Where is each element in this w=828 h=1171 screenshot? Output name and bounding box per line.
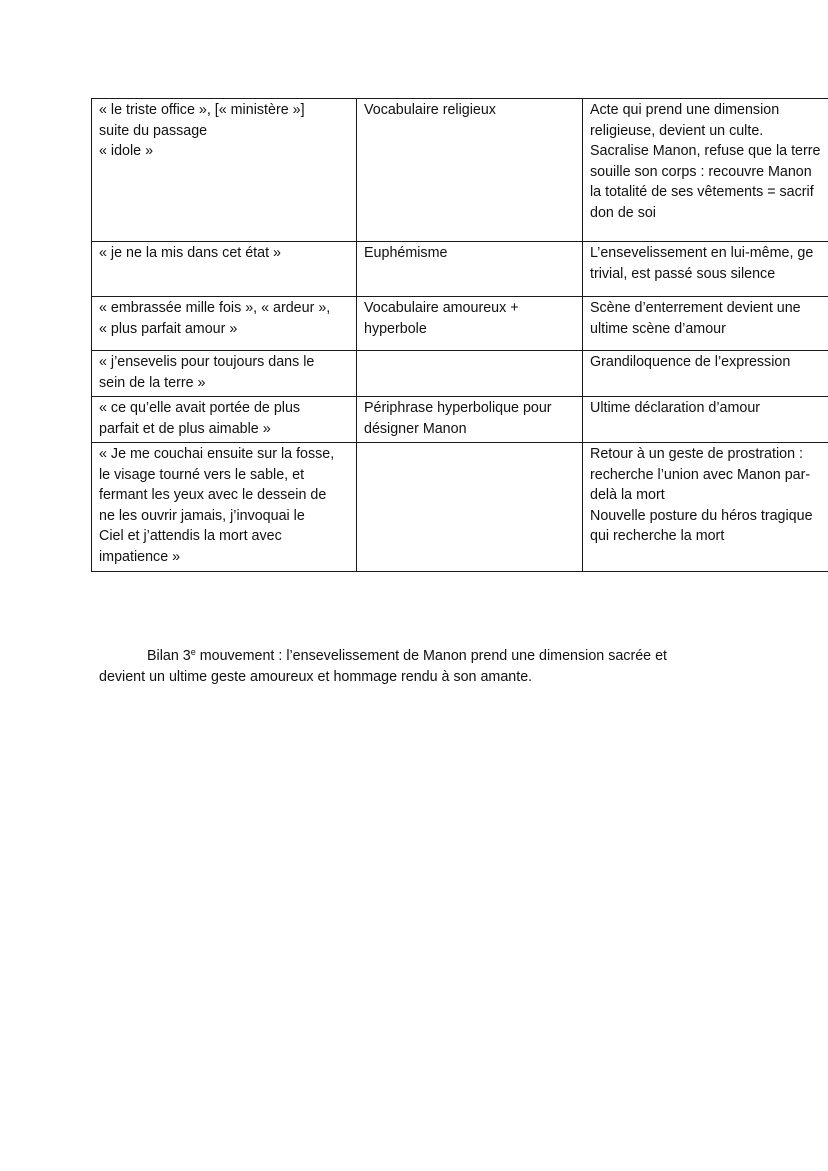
cell-line: Vocabulaire amoureux + (364, 300, 519, 316)
interpretation-cell (583, 242, 828, 297)
interpretation-cell (583, 397, 828, 443)
procede-cell (357, 397, 583, 443)
quote-cell (92, 397, 357, 443)
cell-line: Scène d’enterrement devient une (590, 300, 801, 316)
cell-line: « Je me couchai ensuite sur la fosse, (99, 446, 335, 462)
quote-cell (92, 242, 357, 297)
cell-line: la totalité de ses vêtements = sacrif (590, 184, 814, 200)
bilan-line-1 (99, 646, 739, 667)
bilan-prefix: Bilan 3 (147, 648, 191, 664)
cell-line: Périphrase hyperbolique pour (364, 400, 552, 416)
bilan-superscript: e (190, 647, 196, 657)
cell-line: delà la mort (590, 487, 665, 503)
cell-line: suite du passage (99, 122, 208, 139)
cell-line: impatience » (99, 548, 181, 565)
cell-line: Ultime déclaration d’amour (590, 400, 761, 416)
bilan-paragraph (99, 646, 739, 687)
cell-line: fermant les yeux avec le dessein de (99, 487, 327, 503)
procede-cell (357, 99, 583, 242)
cell-line: Sacralise Manon, refuse que la terre (590, 143, 821, 159)
bilan-line-1-text: mouvement : l’ensevelissement de Manon prend une dimension sacrée et (195, 648, 668, 664)
procede-cell (357, 351, 583, 397)
cell-line: « le triste office », [« ministère »] (99, 102, 305, 118)
cell-line: désigner Manon (364, 420, 467, 437)
cell-line: Vocabulaire religieux (364, 102, 496, 118)
cell-line: ultime scène d’amour (590, 320, 726, 337)
cell-line: « j’ensevelis pour toujours dans le (99, 354, 315, 370)
interpretation-cell (583, 297, 828, 351)
table-row (92, 397, 828, 443)
cell-line: « je ne la mis dans cet état » (99, 245, 281, 261)
cell-line: Grandiloquence de l’expression (590, 354, 791, 370)
cell-line: « embrassée mille fois », « ardeur », (99, 300, 331, 316)
quote-cell (92, 351, 357, 397)
cell-line: don de soi (590, 204, 656, 221)
cell-line: souille son corps : recouvre Manon (590, 163, 812, 180)
analysis-table (91, 98, 828, 572)
cell-line: parfait et de plus aimable » (99, 420, 271, 437)
cell-line: hyperbole (364, 320, 427, 337)
table-row (92, 297, 828, 351)
cell-line: le visage tourné vers le sable, et (99, 466, 305, 483)
cell-line: ne les ouvrir jamais, j’invoquai le (99, 507, 305, 524)
table-row (92, 443, 828, 572)
cell-line: trivial, est passé sous silence (590, 265, 776, 282)
interpretation-cell (583, 351, 828, 397)
interpretation-cell (583, 99, 828, 242)
cell-line: « plus parfait amour » (99, 320, 238, 337)
procede-cell (357, 242, 583, 297)
interpretation-cell (583, 443, 828, 572)
cell-line: « idole » (99, 143, 154, 159)
cell-line: Nouvelle posture du héros tragique (590, 507, 813, 524)
cell-line: Acte qui prend une dimension (590, 102, 780, 118)
table-row (92, 242, 828, 297)
procede-cell (357, 443, 583, 572)
procede-cell (357, 297, 583, 351)
bilan-line-2: devient un ultime geste amoureux et hommage rendu à son amante. (99, 668, 533, 685)
table-row (92, 351, 828, 397)
cell-line: Euphémisme (364, 245, 448, 261)
cell-line: Ciel et j’attendis la mort avec (99, 528, 282, 544)
cell-line: L’ensevelissement en lui-même, ge (590, 245, 814, 261)
cell-line: religieuse, devient un culte. (590, 122, 764, 139)
quote-cell (92, 297, 357, 351)
analysis-table-body (92, 99, 828, 572)
cell-line: recherche l’union avec Manon par- (590, 466, 811, 483)
cell-line: « ce qu’elle avait portée de plus (99, 400, 301, 416)
cell-line: qui recherche la mort (590, 528, 725, 544)
cell-line: sein de la terre » (99, 374, 206, 391)
quote-cell (92, 99, 357, 242)
quote-cell (92, 443, 357, 572)
table-row (92, 99, 828, 242)
cell-line: Retour à un geste de prostration : (590, 446, 803, 462)
